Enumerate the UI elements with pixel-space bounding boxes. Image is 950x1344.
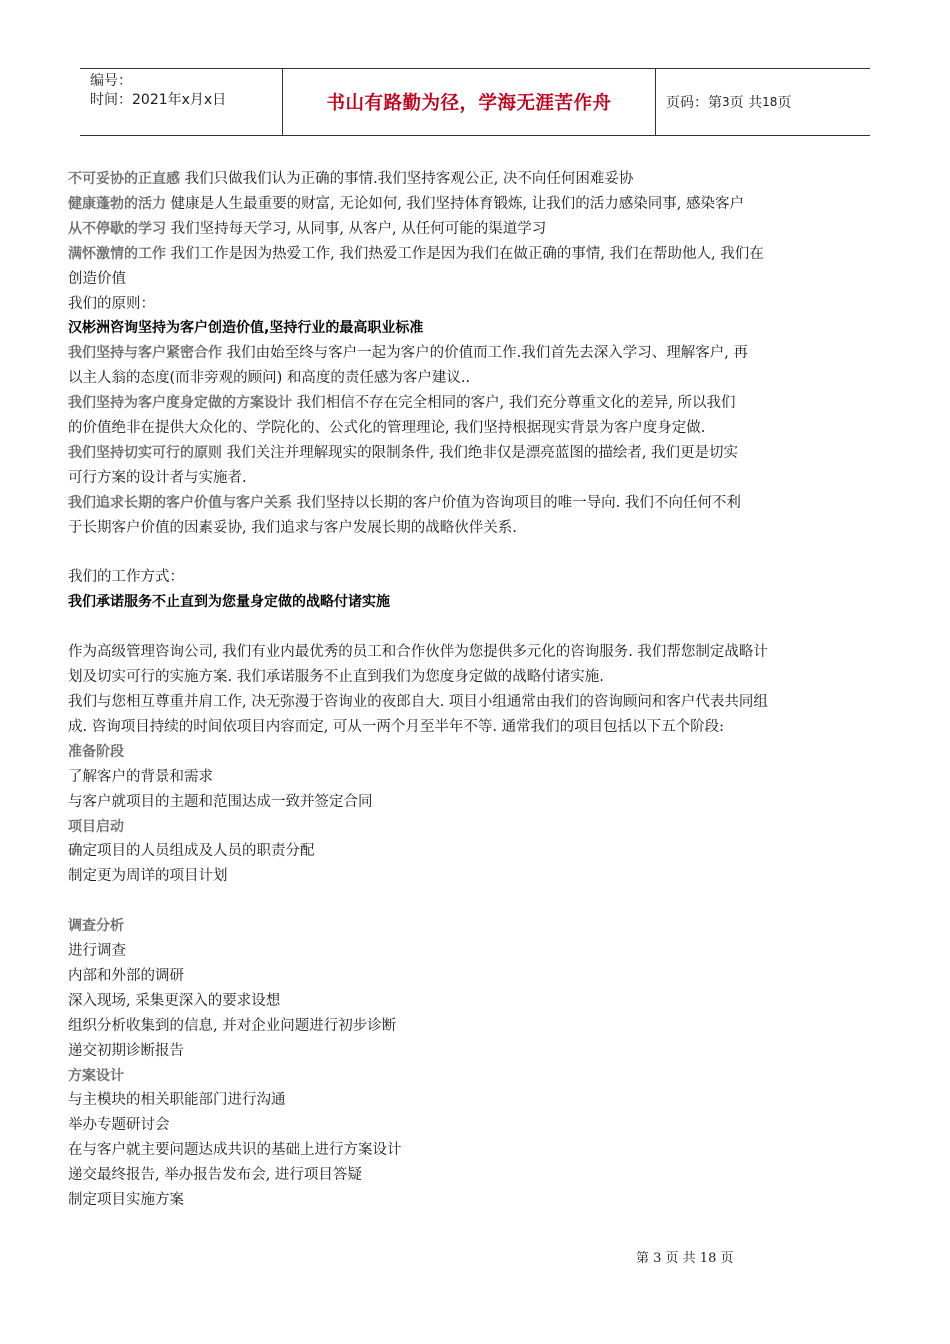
line-text: 划及切实可行的实施方案. 我们承诺服务不止直到我们为您度身定做的战略付诸实施. xyxy=(68,669,604,686)
line-text: 深入现场, 采集更深入的要求设想 xyxy=(68,992,281,1009)
line-text: 我们相信不存在完全相同的客户, 我们充分尊重文化的差异, 所以我们 xyxy=(292,395,736,412)
text-line xyxy=(68,1039,880,1064)
line-text: 制定更为周详的项目计划 xyxy=(68,868,228,885)
bold-heading: 汉彬洲咨询坚持为客户创造价值,坚持行业的最高职业标准 xyxy=(68,320,424,337)
header-page-info xyxy=(656,69,870,135)
page-footer: 第 3 页 共 18 页 xyxy=(636,1251,734,1266)
line-text: 我们关注并理解现实的限制条件, 我们绝非仅是漂亮蓝图的描绘者, 我们更是切实 xyxy=(222,444,739,461)
text-line xyxy=(68,839,880,864)
text-line xyxy=(68,914,880,939)
line-heading: 我们追求长期的客户价值与客户关系 xyxy=(68,494,292,511)
text-line xyxy=(68,491,880,516)
document-body xyxy=(68,167,880,1213)
text-line xyxy=(68,1088,880,1113)
text-line xyxy=(68,391,880,416)
blank-line xyxy=(68,615,880,640)
text-line xyxy=(68,815,880,840)
page-total: 18 xyxy=(762,95,778,109)
text-line xyxy=(68,267,880,292)
line-heading: 准备阶段 xyxy=(68,743,124,760)
line-text: 健康是人生最重要的财富, 无论如何, 我们坚持体育锻炼, 让我们的活力感染同事, 感染客户 xyxy=(166,195,744,212)
line-text: 我们的工作方式： xyxy=(68,569,184,586)
text-line xyxy=(68,292,880,317)
text-line xyxy=(68,416,880,441)
text-line xyxy=(68,242,880,267)
line-text: 确定项目的人员组成及人员的职责分配 xyxy=(68,843,315,860)
line-text: 在与客户就主要问题达成共识的基础上进行方案设计 xyxy=(68,1142,402,1159)
text-line xyxy=(68,441,880,466)
document-number-label: 编号： xyxy=(90,73,132,89)
line-text: 以主人翁的态度(而非旁观的顾问) 和高度的责任感为客户建议.. xyxy=(68,370,471,387)
line-text: 递交初期诊断报告 xyxy=(68,1042,184,1059)
line-text: 我们工作是因为热爱工作, 我们热爱工作是因为我们在做正确的事情, 我们在帮助他人, 我们在 xyxy=(166,245,764,262)
line-text: 我们坚持每天学习, 从同事, 从客户, 从任何可能的渠道学习 xyxy=(166,220,547,237)
document-date: 时间：2021年x月x日 xyxy=(90,92,227,108)
header-meta xyxy=(80,69,282,135)
line-text: 我们只做我们认为正确的事情.我们坚持客观公正, 决不向任何困难妥协 xyxy=(180,171,634,187)
line-text: 我们与您相互尊重并肩工作, 决无弥漫于咨询业的夜郎自大. 项目小组通常由我们的咨询顾问和客户代表共同组 xyxy=(68,694,768,710)
line-text: 内部和外部的调研 xyxy=(68,967,184,984)
line-text: 创造价值 xyxy=(68,270,126,287)
text-line xyxy=(68,690,880,715)
line-text: 进行调查 xyxy=(68,943,126,960)
page-number: 3 xyxy=(722,95,730,109)
text-line xyxy=(68,1113,880,1138)
text-line xyxy=(68,341,880,366)
line-heading: 我们坚持切实可行的原则 xyxy=(68,444,222,461)
text-line xyxy=(68,790,880,815)
page-suffix: 页 xyxy=(777,95,792,111)
text-line xyxy=(68,1163,880,1188)
text-line xyxy=(68,366,880,391)
text-line xyxy=(68,516,880,541)
line-heading: 从不停歇的学习 xyxy=(68,220,166,237)
page-prefix: 页码：第 xyxy=(666,95,722,111)
line-heading: 我们坚持与客户紧密合作 xyxy=(68,345,222,362)
text-line xyxy=(68,590,880,615)
line-text: 了解客户的背景和需求 xyxy=(68,768,213,785)
line-heading: 不可妥协的正直感 xyxy=(68,171,180,187)
line-text: 举办专题研讨会 xyxy=(68,1117,170,1134)
text-line xyxy=(68,167,880,192)
text-line xyxy=(68,1014,880,1039)
bold-heading: 我们承诺服务不止直到为您量身定做的战略付诸实施 xyxy=(68,594,390,611)
line-text: 与主模块的相关职能部门进行沟通 xyxy=(68,1092,286,1109)
text-line xyxy=(68,1138,880,1163)
blank-line xyxy=(68,541,880,566)
line-text: 我们坚持以长期的客户价值为咨询项目的唯一导向. 我们不向任何不利 xyxy=(292,494,741,511)
line-text: 的价值绝非在提供大众化的、学院化的、公式化的管理理论, 我们坚持根据现实背景为客户度身定做. xyxy=(68,420,706,437)
line-text: 可行方案的设计者与实施者. xyxy=(68,469,247,486)
line-heading: 健康蓬勃的活力 xyxy=(68,195,166,212)
line-heading: 项目启动 xyxy=(68,818,124,835)
line-text: 于长期客户价值的因素妥协, 我们追求与客户发展长期的战略伙伴关系. xyxy=(68,519,517,536)
line-text: 作为高级管理咨询公司, 我们有业内最优秀的员工和合作伙伴为您提供多元化的咨询服务. 我们帮您制定战略计 xyxy=(68,644,768,661)
line-text: 成. 咨询项目持续的时间依项目内容而定, 可从一两个月至半年不等. 通常我们的项目包括以下五个阶段: xyxy=(68,718,725,735)
header-motto: 书山有路勤为径，学海无涯苦作舟 xyxy=(282,69,656,135)
text-line xyxy=(68,740,880,765)
line-text: 组织分析收集到的信息, 并对企业问题进行初步诊断 xyxy=(68,1017,397,1034)
text-line xyxy=(68,864,880,889)
text-line xyxy=(68,765,880,790)
line-text: 与客户就项目的主题和范围达成一致并签定合同 xyxy=(68,793,373,810)
line-heading: 调查分析 xyxy=(68,918,124,935)
line-text: 我们由始至终与客户一起为客户的价值而工作.我们首先去深入学习、理解客户, 再 xyxy=(222,345,748,362)
text-line xyxy=(68,316,880,341)
line-text: 递交最终报告, 举办报告发布会, 进行项目答疑 xyxy=(68,1167,362,1184)
text-line xyxy=(68,640,880,665)
page-mid: 页 共 xyxy=(729,95,763,111)
text-line xyxy=(68,665,880,690)
text-line xyxy=(68,1188,880,1213)
line-text: 制定项目实施方案 xyxy=(68,1192,184,1209)
text-line xyxy=(68,192,880,217)
line-heading: 满怀激情的工作 xyxy=(68,245,166,262)
page-header xyxy=(80,68,870,136)
text-line xyxy=(68,565,880,590)
line-heading: 方案设计 xyxy=(68,1067,124,1084)
line-heading: 我们坚持为客户度身定做的方案设计 xyxy=(68,395,292,412)
text-line xyxy=(68,939,880,964)
text-line xyxy=(68,989,880,1014)
text-line xyxy=(68,1064,880,1089)
text-line xyxy=(68,964,880,989)
line-text: 我们的原则： xyxy=(68,295,155,312)
text-line xyxy=(68,715,880,740)
blank-line xyxy=(68,889,880,914)
text-line xyxy=(68,466,880,491)
text-line xyxy=(68,217,880,242)
